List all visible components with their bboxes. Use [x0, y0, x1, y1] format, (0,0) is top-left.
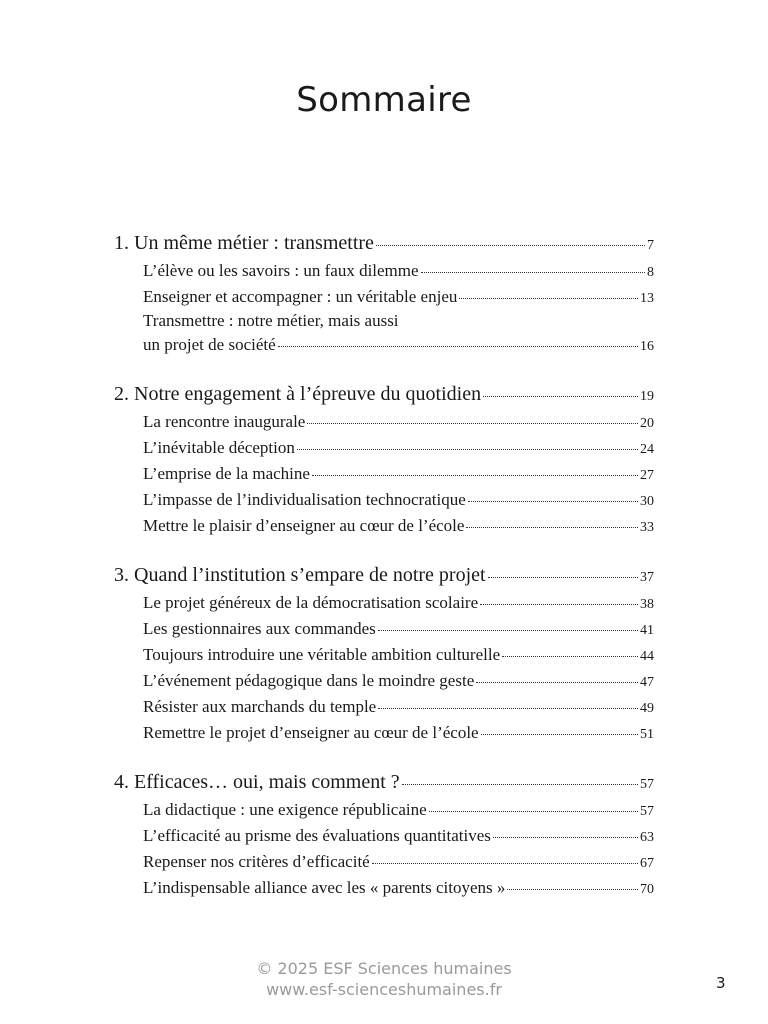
dot-leader [459, 298, 638, 299]
dot-leader [502, 656, 638, 657]
entry-title: Résister aux marchands du temple [143, 697, 377, 716]
toc-entry-multiline[interactable] [114, 310, 654, 358]
toc-entry[interactable] [114, 590, 654, 616]
copyright-text: © 2025 ESF Sciences humaines [256, 959, 512, 978]
toc-entry[interactable] [114, 875, 654, 901]
chapter-title: 3. Quand l’institution s’empare de notre projet [114, 564, 486, 586]
toc-entry[interactable] [114, 258, 654, 284]
dot-leader [507, 889, 638, 890]
entry-title: La didactique : une exigence républicaine [143, 800, 427, 819]
page-ref: 13 [640, 291, 654, 306]
entry-title: L’emprise de la machine [143, 464, 310, 483]
page-ref: 19 [640, 389, 654, 404]
toc-entry[interactable] [114, 642, 654, 668]
toc-chapter-3 [114, 560, 654, 746]
page-ref: 30 [640, 494, 654, 509]
entry-title: L’impasse de l’individualisation technocratique [143, 490, 466, 509]
dot-leader [429, 811, 638, 812]
dot-leader [466, 527, 638, 528]
entry-title: Enseigner et accompagner : un véritable enjeu [143, 287, 458, 306]
toc-entry[interactable] [114, 849, 654, 875]
page-ref: 51 [640, 727, 654, 742]
page-ref: 57 [640, 777, 654, 792]
page-ref: 38 [640, 597, 654, 612]
entry-title-line-1: Transmettre : notre métier, mais aussi [143, 311, 399, 330]
dot-leader [481, 734, 638, 735]
page-ref: 67 [640, 856, 654, 871]
chapter-title: 4. Efficaces… oui, mais comment ? [114, 771, 400, 793]
toc-entry[interactable] [114, 461, 654, 487]
dot-leader [307, 423, 638, 424]
page-ref: 7 [647, 238, 654, 253]
table-of-contents [114, 228, 654, 922]
toc-entry[interactable] [114, 284, 654, 310]
dot-leader [372, 863, 638, 864]
toc-entry[interactable] [114, 435, 654, 461]
page-number: 3 [716, 974, 726, 992]
toc-chapter-1 [114, 228, 654, 358]
chapter-title: 1. Un même métier : transmettre [114, 232, 374, 254]
chapter-entry[interactable] [114, 228, 654, 258]
page-ref: 24 [640, 442, 654, 457]
toc-entry[interactable] [114, 513, 654, 539]
toc-entry[interactable] [114, 487, 654, 513]
entry-title: Toujours introduire une véritable ambition culturelle [143, 645, 501, 664]
page-ref: 33 [640, 520, 654, 535]
dot-leader [468, 501, 638, 502]
entry-title: L’efficacité au prisme des évaluations quantitatives [143, 826, 491, 845]
footer [0, 958, 768, 1000]
dot-leader [378, 708, 638, 709]
chapter-entry[interactable] [114, 560, 654, 590]
chapter-entry[interactable] [114, 379, 654, 409]
dot-leader [378, 630, 638, 631]
dot-leader [402, 784, 638, 785]
page-ref: 16 [640, 339, 654, 354]
dot-leader [483, 396, 638, 397]
entry-title: L’élève ou les savoirs : un faux dilemme [143, 261, 419, 280]
toc-entry[interactable] [114, 720, 654, 746]
entry-title: Le projet généreux de la démocratisation scolaire [143, 593, 479, 612]
page-ref: 57 [640, 804, 654, 819]
entry-title: L’événement pédagogique dans le moindre geste [143, 671, 475, 690]
dot-leader [480, 604, 638, 605]
dot-leader [297, 449, 638, 450]
page-ref: 27 [640, 468, 654, 483]
page-title: Sommaire [296, 80, 472, 120]
dot-leader [493, 837, 638, 838]
entry-title: L’inévitable déception [143, 438, 295, 457]
page-ref: 49 [640, 701, 654, 716]
page-ref: 20 [640, 416, 654, 431]
page-ref: 41 [640, 623, 654, 638]
entry-title: Mettre le plaisir d’enseigner au cœur de l’école [143, 516, 465, 535]
toc-entry[interactable] [114, 409, 654, 435]
chapter-title: 2. Notre engagement à l’épreuve du quotidien [114, 383, 482, 405]
page-ref: 70 [640, 882, 654, 897]
chapter-entry[interactable] [114, 767, 654, 797]
toc-chapter-2 [114, 379, 654, 539]
toc-entry[interactable] [114, 616, 654, 642]
toc-entry[interactable] [114, 823, 654, 849]
entry-title: Remettre le projet d’enseigner au cœur de l’école [143, 723, 479, 742]
dot-leader [421, 272, 645, 273]
website-link[interactable]: www.esf-scienceshumaines.fr [266, 980, 502, 999]
dot-leader [312, 475, 638, 476]
page-ref: 8 [647, 265, 654, 280]
dot-leader [278, 346, 638, 347]
toc-chapter-4 [114, 767, 654, 901]
toc-entry[interactable] [114, 797, 654, 823]
dot-leader [476, 682, 638, 683]
entry-title: L’indispensable alliance avec les « parents citoyens » [143, 878, 506, 897]
dot-leader [376, 245, 645, 246]
toc-entry[interactable] [114, 668, 654, 694]
entry-line-2 [143, 332, 654, 358]
entry-title: Les gestionnaires aux commandes [143, 619, 376, 638]
dot-leader [488, 577, 638, 578]
page-ref: 44 [640, 649, 654, 664]
entry-title: Repenser nos critères d’efficacité [143, 852, 370, 871]
page-ref: 47 [640, 675, 654, 690]
page-ref: 37 [640, 570, 654, 585]
toc-entry[interactable] [114, 694, 654, 720]
entry-title: La rencontre inaugurale [143, 412, 306, 431]
entry-title-line-2: un projet de société [143, 335, 276, 354]
page-ref: 63 [640, 830, 654, 845]
